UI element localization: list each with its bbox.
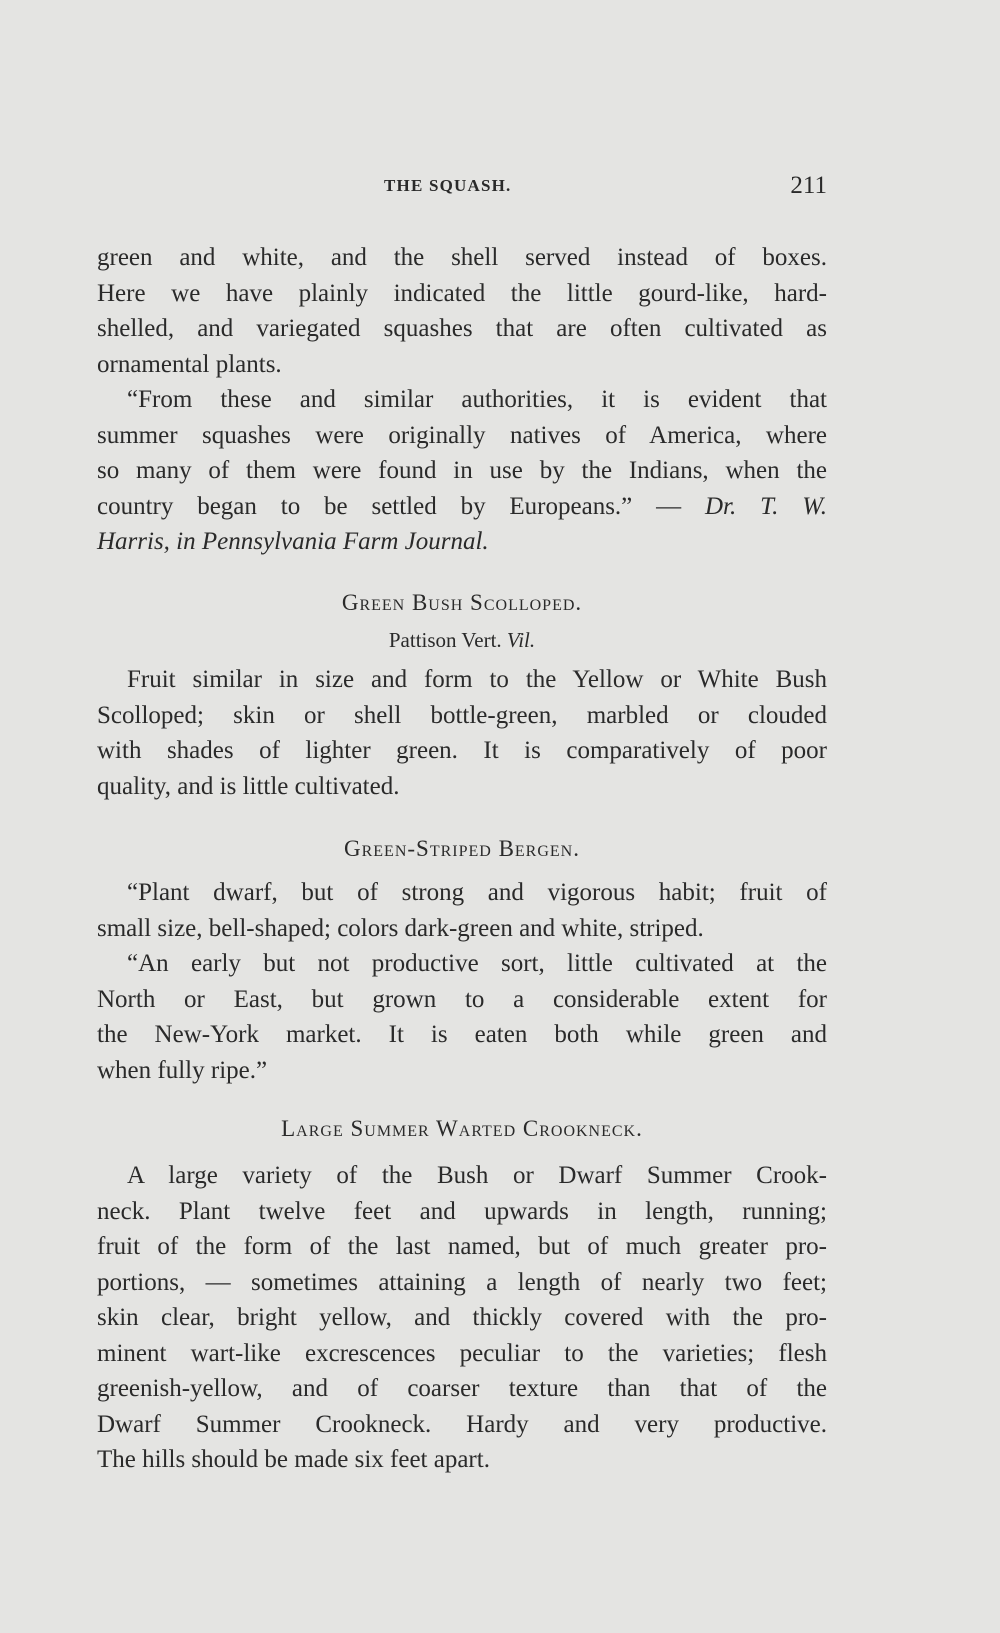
attribution-source: Harris, in Pennsylvania Farm Journal.: [97, 528, 489, 555]
text-line: portions, — sometimes attaining a length of nearly two feet;: [97, 1268, 827, 1296]
text-line: A large variety of the Bush or Dwarf Summer Crook-: [127, 1162, 827, 1189]
text-line: when fully ripe.”: [97, 1056, 268, 1084]
text-line: The hills should be made six feet apart.: [97, 1446, 490, 1473]
text-line: Here we have plainly indicated the little gourd-like, hard-: [97, 279, 827, 307]
text-line: the New-York market. It is eaten both while green and: [97, 1021, 827, 1048]
text-line: skin clear, bright yellow, and thickly covered with the pro-: [97, 1304, 827, 1331]
text-line: so many of them were found in use by the Indians, when the: [97, 457, 827, 484]
text-line-source: [97, 524, 827, 560]
text-line: fruit of the form of the last named, but of much greater pro-: [97, 1233, 827, 1260]
text-line: greenish-yellow, and of coarser texture than that of the: [97, 1375, 827, 1402]
text-line: “From these and similar authorities, it is evident that: [127, 386, 827, 413]
text-line: ornamental plants.: [97, 350, 282, 378]
text-line: summer squashes were originally natives of America, where: [97, 421, 827, 449]
text-line: quality, and is little cultivated.: [97, 772, 400, 800]
text-line: minent wart-like excrescences peculiar to the varieties; flesh: [97, 1339, 827, 1367]
text-line: green and white, and the shell served instead of boxes.: [97, 244, 827, 271]
section-2-paragraph: [97, 875, 827, 1088]
intro-paragraphs: [97, 240, 827, 560]
text-line: neck. Plant twelve feet and upwards in length, running;: [97, 1197, 827, 1225]
text-line-attribution: [97, 489, 827, 525]
section-1-paragraph: [97, 662, 827, 804]
running-head: [97, 172, 827, 202]
text-line: Dwarf Summer Crookneck. Hardy and very productive.: [97, 1410, 827, 1438]
running-head-title: THE SQUASH.: [384, 176, 512, 195]
section-heading-large-summer-warted-crookneck: Large Summer Warted Crookneck.: [281, 1116, 643, 1141]
text-line: “An early but not productive sort, little cultivated at the: [127, 950, 827, 977]
text-line: Scolloped; skin or shell bottle-green, marbled or clouded: [97, 701, 827, 729]
section-heading-green-bush-scolloped: Green Bush Scolloped.: [341, 590, 583, 615]
text-line: North or East, but grown to a considerable extent for: [97, 985, 827, 1013]
attribution-text: country began to be settled by Europeans.” —: [97, 492, 705, 520]
section-heading-green-striped-bergen: Green-Striped Bergen.: [343, 836, 580, 861]
page-number: 211: [790, 172, 827, 199]
text-line: shelled, and variegated squashes that are often cultivated as: [97, 315, 827, 342]
text-line: “Plant dwarf, but of strong and vigorous habit; fruit of: [127, 879, 827, 906]
attribution-author: Dr. T. W.: [704, 492, 827, 520]
text-line: with shades of lighter green. It is comparatively of poor: [97, 737, 827, 764]
synonym-text: Pattison Vert.: [388, 628, 507, 652]
synonym-citation: Vil.: [506, 628, 536, 652]
section-3-paragraph: [97, 1158, 827, 1478]
text-line: small size, bell-shaped; colors dark-green and white, striped.: [97, 914, 704, 942]
section-synonym: [97, 628, 827, 653]
text-line: Fruit similar in size and form to the Yellow or White Bush: [127, 666, 827, 693]
